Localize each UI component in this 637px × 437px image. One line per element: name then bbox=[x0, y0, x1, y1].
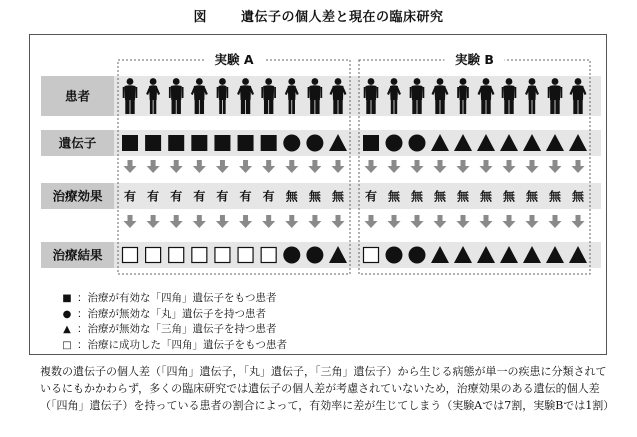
down-arrow-icon bbox=[239, 160, 252, 173]
experiment-a-label: 実験 A bbox=[214, 52, 254, 67]
legend-item-square bbox=[60, 291, 287, 307]
filled-square-icon bbox=[191, 135, 207, 151]
down-arrow-icon bbox=[434, 215, 447, 228]
row-label-patients: 患者 bbox=[64, 88, 91, 104]
treatment-effect-label: 有 bbox=[216, 189, 229, 204]
open-square-icon bbox=[238, 248, 253, 263]
treatment-effect-label: 無 bbox=[456, 189, 470, 204]
figure-label: 図 bbox=[193, 10, 207, 25]
filled-circle-icon bbox=[386, 247, 403, 264]
down-arrow-icon bbox=[332, 215, 345, 228]
down-arrow-icon bbox=[411, 160, 424, 173]
down-arrow-icon bbox=[526, 215, 539, 228]
down-arrow-icon bbox=[526, 160, 539, 173]
legend-text: ：治療が無効な「三角」遺伝子を持つ患者 bbox=[77, 323, 277, 335]
down-arrow-icon bbox=[170, 160, 183, 173]
open-square-icon bbox=[123, 248, 138, 263]
down-arrow-icon bbox=[434, 160, 447, 173]
down-arrow-icon bbox=[388, 215, 401, 228]
down-arrow-icon bbox=[332, 160, 345, 173]
treatment-effect-label: 有 bbox=[193, 189, 206, 204]
filled-circle-icon bbox=[409, 135, 426, 152]
down-arrow-icon bbox=[572, 160, 585, 173]
legend-text: ：治療が有効な「四角」遺伝子をもつ患者 bbox=[77, 292, 277, 304]
filled-circle-icon: ● bbox=[62, 308, 72, 320]
down-arrow-icon bbox=[193, 215, 206, 228]
down-arrow-icon bbox=[193, 160, 206, 173]
treatment-effect-label: 無 bbox=[548, 189, 562, 204]
legend-text: ：治療が無効な「丸」遺伝子を持つ患者 bbox=[77, 307, 266, 320]
down-arrow-icon bbox=[285, 215, 298, 228]
down-arrow-icon bbox=[549, 215, 562, 228]
row-label-gene: 遺伝子 bbox=[58, 135, 97, 151]
filled-square-icon bbox=[238, 135, 254, 151]
legend-item-open-square bbox=[60, 338, 287, 354]
treatment-effect-label: 無 bbox=[479, 189, 493, 204]
down-arrow-icon bbox=[549, 160, 562, 173]
open-square-icon bbox=[192, 248, 207, 263]
treatment-effect-label: 無 bbox=[410, 189, 424, 204]
open-square-icon bbox=[261, 248, 276, 263]
treatment-effect-label: 無 bbox=[571, 189, 585, 204]
legend bbox=[60, 291, 287, 353]
treatment-effect-label: 無 bbox=[387, 189, 401, 204]
down-arrow-icon bbox=[365, 215, 378, 228]
down-arrow-icon bbox=[147, 215, 160, 228]
treatment-effect-label: 有 bbox=[262, 189, 275, 204]
down-arrow-icon bbox=[285, 160, 298, 173]
treatment-effect-label: 無 bbox=[433, 189, 447, 204]
filled-circle-icon bbox=[283, 247, 300, 264]
experiment-b-label: 実験 B bbox=[455, 52, 494, 67]
open-square-icon bbox=[169, 248, 184, 263]
treatment-effect-label: 無 bbox=[502, 189, 516, 204]
down-arrow-icon bbox=[262, 215, 275, 228]
filled-square-icon bbox=[168, 135, 184, 151]
down-arrow-icon bbox=[503, 160, 516, 173]
filled-circle-icon bbox=[409, 247, 426, 264]
row-label-result: 治療結果 bbox=[52, 247, 103, 263]
filled-square-icon bbox=[145, 135, 161, 151]
treatment-effect-label: 有 bbox=[364, 189, 378, 204]
filled-triangle-icon: ▲ bbox=[63, 324, 71, 335]
filled-square-icon bbox=[122, 135, 138, 151]
row-label-effect: 治療効果 bbox=[52, 188, 103, 204]
down-arrow-icon bbox=[365, 160, 378, 173]
down-arrow-icon bbox=[147, 160, 160, 173]
down-arrow-icon bbox=[124, 160, 137, 173]
treatment-effect-label: 無 bbox=[285, 189, 298, 204]
down-arrow-icon bbox=[170, 215, 183, 228]
down-arrow-icon bbox=[388, 160, 401, 173]
treatment-effect-label: 有 bbox=[123, 189, 137, 204]
legend-item-triangle bbox=[60, 322, 287, 338]
down-arrow-icon bbox=[480, 160, 493, 173]
down-arrow-icon bbox=[572, 215, 585, 228]
down-arrow-icon bbox=[308, 160, 321, 173]
down-arrow-icon bbox=[480, 215, 493, 228]
filled-circle-icon bbox=[283, 135, 300, 152]
treatment-effect-label: 無 bbox=[331, 189, 345, 204]
filled-square-icon bbox=[214, 135, 230, 151]
filled-square-icon: ■ bbox=[62, 293, 72, 304]
legend-text: ：治療に成功した「四角」遺伝子をもつ患者 bbox=[77, 338, 287, 351]
down-arrow-icon bbox=[239, 215, 252, 228]
open-square-icon bbox=[364, 248, 379, 263]
down-arrow-icon bbox=[503, 215, 516, 228]
down-arrow-icon bbox=[308, 215, 321, 228]
filled-circle-icon bbox=[306, 135, 323, 152]
down-arrow-icon bbox=[457, 160, 470, 173]
down-arrow-icon bbox=[216, 160, 229, 173]
filled-square-icon bbox=[261, 135, 277, 151]
open-square-icon bbox=[146, 248, 161, 263]
down-arrow-icon bbox=[262, 160, 275, 173]
down-arrow-icon bbox=[457, 215, 470, 228]
down-arrow-icon bbox=[216, 215, 229, 228]
treatment-effect-label: 有 bbox=[147, 189, 160, 204]
open-square-icon: □ bbox=[62, 339, 72, 351]
figure-title-text: 遺伝子の個人差と現在の臨床研究 bbox=[241, 10, 444, 25]
filled-square-icon bbox=[363, 135, 379, 151]
treatment-effect-label: 無 bbox=[308, 189, 321, 204]
open-square-icon bbox=[215, 248, 230, 263]
filled-circle-icon bbox=[386, 135, 403, 152]
down-arrow-icon bbox=[124, 215, 137, 228]
treatment-effect-label: 有 bbox=[239, 189, 252, 204]
treatment-effect-label: 無 bbox=[525, 189, 539, 204]
figure-caption: 複数の遺伝子の個人差（「四角」遺伝子，「丸」遺伝子，「三角」遺伝子）から生じる病態が単一の疾患に分類されているにもかかわらず，多くの臨床研究では遺伝子の個人差が考慮されていないため，治療効果のある遺伝的個人差（「四角」遺伝子）を持っている患者の割合によって，有効率に差が生じてしまう（実験Aでは7割，実験Bでは1割） bbox=[40, 365, 615, 412]
down-arrow-icon bbox=[411, 215, 424, 228]
treatment-effect-label: 有 bbox=[170, 189, 183, 204]
filled-circle-icon bbox=[306, 247, 323, 264]
legend-item-circle bbox=[60, 307, 287, 323]
